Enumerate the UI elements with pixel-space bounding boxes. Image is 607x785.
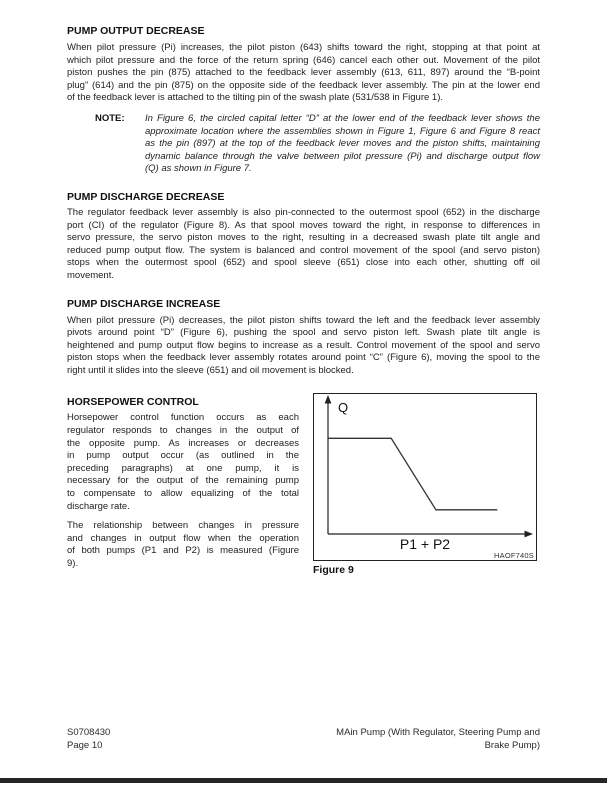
figure-caption: Figure 9	[313, 564, 354, 576]
figure-9-chart	[313, 393, 537, 561]
y-axis-label: Q	[338, 400, 349, 415]
paragraph-pump-output-decrease: When pilot pressure (Pi) increases, the pilot piston (643) shifts toward the right, stopping at that point at which pilot pressure and the force of the return spring (646) cancel each other out. Movement of the pilot piston pushes the pin (875) attached to the feedback lever assembly (613, 611, 897) around the “B-point plug” (614) and the pin (875) on the opposite side of the feedback lever assembly. The pin at the lower end of the feedback lever is attached to the tilting pin of the swash plate (531/538 in Figure 1).	[67, 42, 540, 104]
footer-manual-title: MAin Pump (With Regulator, Steering Pump and Brake Pump)	[336, 727, 540, 751]
note-label: NOTE:	[95, 112, 125, 124]
paragraph-pump-discharge-increase: When pilot pressure (Pi) decreases, the pilot piston shifts toward the left and the feedback lever assembly pivots around point “D” (Figure 6), pushing the spool and servo piston left. Swash plate tilt angle is heightened and pump output flow begins to increase as a result. Control movement of the spool and servo piston stops when the feedback lever assembly rotates around point “C” (Figure 6), moving the spool to the right until it slides into the sleeve (651) and oil movement is blocked.	[67, 314, 540, 376]
x-axis-label: P1 + P2	[399, 536, 451, 552]
paragraph-horsepower-control-2: The relationship between changes in pressure and changes in output flow when the operation of both pumps (P1 and P2) is measured (Figure 9).	[67, 520, 299, 569]
section-heading-pump-output-decrease: PUMP OUTPUT DECREASE	[67, 25, 205, 37]
note-block	[67, 113, 540, 176]
figure-code: HAOF740S	[494, 551, 534, 560]
figure-9	[313, 393, 537, 576]
footer-doc-number: S0708430	[67, 727, 111, 738]
section-heading-horsepower-control: HORSEPOWER CONTROL	[67, 396, 199, 409]
section-heading-pump-discharge-decrease: PUMP DISCHARGE DECREASE	[67, 190, 225, 203]
paragraph-pump-discharge-decrease: The regulator feedback lever assembly is also pin-connected to the outermost spool (652) in the discharge port (CI) of the regulator (Figure 8). As that spool moves toward the right, in response to differences in servo pressure, the servo piston moves to the right, resulting in a decreased swash plate tilt angle and reduced pump output flow. The system is balanced and control movement of the spool (and servo piston) stops when the outermost spool (652) and spool sleeve (651) close into each other, shutting off oil movement.	[67, 206, 540, 281]
footer-left	[67, 726, 110, 752]
paragraph-horsepower-control-1: Horsepower control function occurs as each regulator responds to changes in the output of the opposite pump. As increases or decreases in pump output occur (as outlined in the preceding paragraphs) at one pump, it is necessary for the output of the remaining pump to compensate to allow equalizing of the total discharge rate.	[67, 412, 299, 512]
section-heading-pump-discharge-increase: PUMP DISCHARGE INCREASE	[67, 297, 221, 310]
footer-page-number: Page 10	[67, 740, 103, 751]
chart-line	[328, 438, 497, 510]
y-axis-arrow-icon	[325, 395, 332, 404]
note-text: In Figure 6, the circled capital letter “D” at the lower end of the feedback lever shows the approximate location where the assemblies shown in Figure 1, Figure 6 and Figure 8 react as the pin (897) at the top of the feedback lever moves and the piston shifts, maintaining dynamic balance through the valve between pilot pressure (Pi) and discharge output flow (Q) as shown in Figure 7.	[145, 112, 540, 175]
page-bottom-bar	[0, 778, 607, 783]
